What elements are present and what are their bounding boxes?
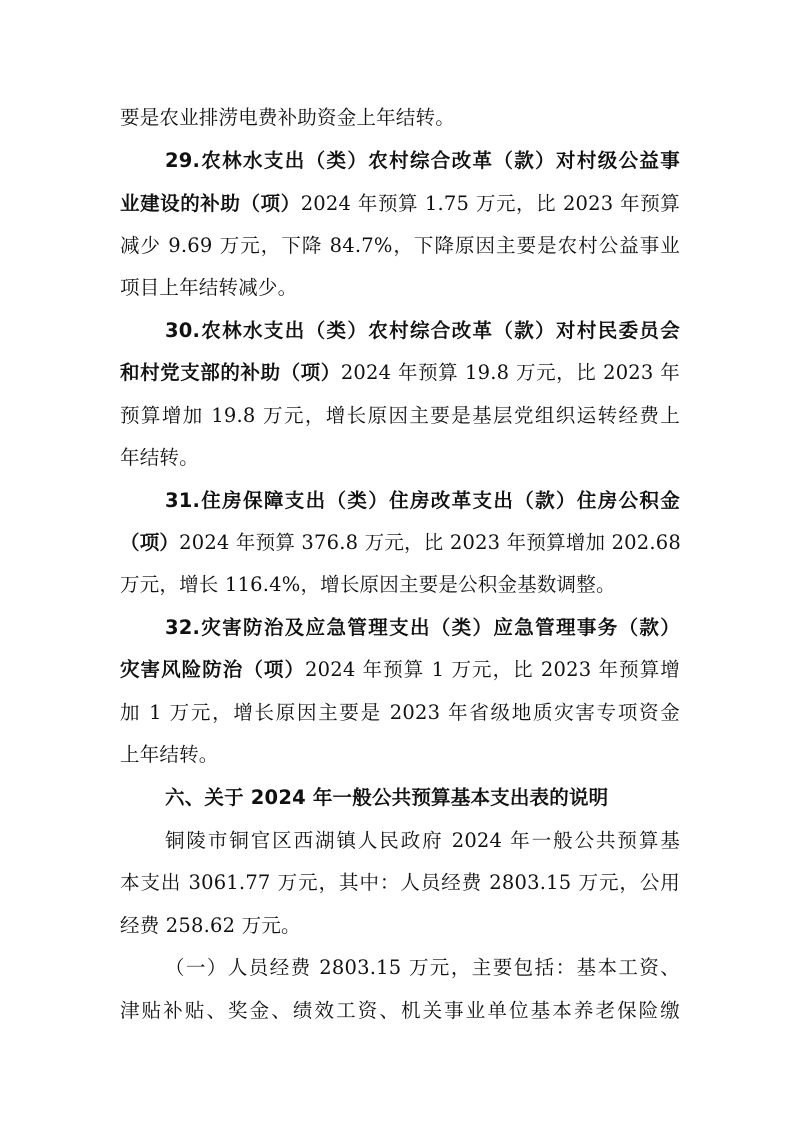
- item-30-line-4: 年结转。: [120, 446, 199, 469]
- personnel-expense-line-2: 津贴补贴、奖金、绩效工资、机关事业单位基本养老保险缴: [120, 999, 680, 1022]
- item-30-heading: 30.农林水支出（类）农村综合改革（款）对村民委员会: [165, 319, 680, 342]
- item-29-heading: 29.农林水支出（类）农村综合改革（款）对村级公益事: [165, 149, 680, 172]
- item-31-heading-cont: （项）: [120, 531, 180, 554]
- basic-expenditure-line-1: 铜陵市铜官区西湖镇人民政府 2024 年一般公共预算基: [165, 829, 680, 852]
- item-32-text: 2024 年预算 1 万元，比 2023 年预算增: [305, 658, 680, 681]
- item-30-heading-cont: 和村党支部的补助（项）: [120, 361, 341, 384]
- item-32-line-4: 上年结转。: [120, 743, 219, 766]
- section-6-heading: 六、关于 2024 年一般公共预算基本支出表的说明: [165, 786, 609, 809]
- item-31-heading: 31.住房保障支出（类）住房改革支出（款）住房公积金: [165, 489, 680, 512]
- item-32-heading-cont: 灾害风险防治（项）: [120, 658, 305, 681]
- item-29-line-4: 项目上年结转减少。: [120, 276, 298, 299]
- item-29-line-3: 减少 9.69 万元，下降 84.7%，下降原因主要是农村公益事业: [120, 234, 680, 257]
- item-29-text: 2024 年预算 1.75 万元，比 2023 年预算: [300, 192, 680, 215]
- basic-expenditure-line-3: 经费 258.62 万元。: [120, 914, 301, 937]
- item-31-line-2: [120, 527, 680, 559]
- item-32-line-3: 加 1 万元，增长原因主要是 2023 年省级地质灾害专项资金: [120, 701, 680, 724]
- item-30-line-2: [120, 357, 680, 389]
- item-29-line-2: [120, 188, 680, 220]
- personnel-expense-line-1: （一）人员经费 2803.15 万元，主要包括：基本工资、: [165, 956, 680, 979]
- item-32-heading: 32.灾害防治及应急管理支出（类）应急管理事务（款）: [165, 616, 680, 639]
- basic-expenditure-line-2: 本支出 3061.77 万元，其中：人员经费 2803.15 万元，公用: [120, 871, 680, 894]
- item-31-line-3: 万元，增长 116.4%，增长原因主要是公积金基数调整。: [120, 573, 616, 596]
- item-30-text: 2024 年预算 19.8 万元，比 2023 年: [340, 361, 680, 384]
- paragraph-line: 要是农业排涝电费补助资金上年结转。: [120, 106, 455, 129]
- item-30-line-3: 预算增加 19.8 万元，增长原因主要是基层党组织运转经费上: [120, 404, 680, 427]
- item-29-heading-cont: 业建设的补助（项）: [120, 192, 301, 215]
- item-32-line-2: [120, 654, 680, 686]
- item-31-text: 2024 年预算 376.8 万元，比 2023 年预算增加 202.68: [179, 531, 682, 554]
